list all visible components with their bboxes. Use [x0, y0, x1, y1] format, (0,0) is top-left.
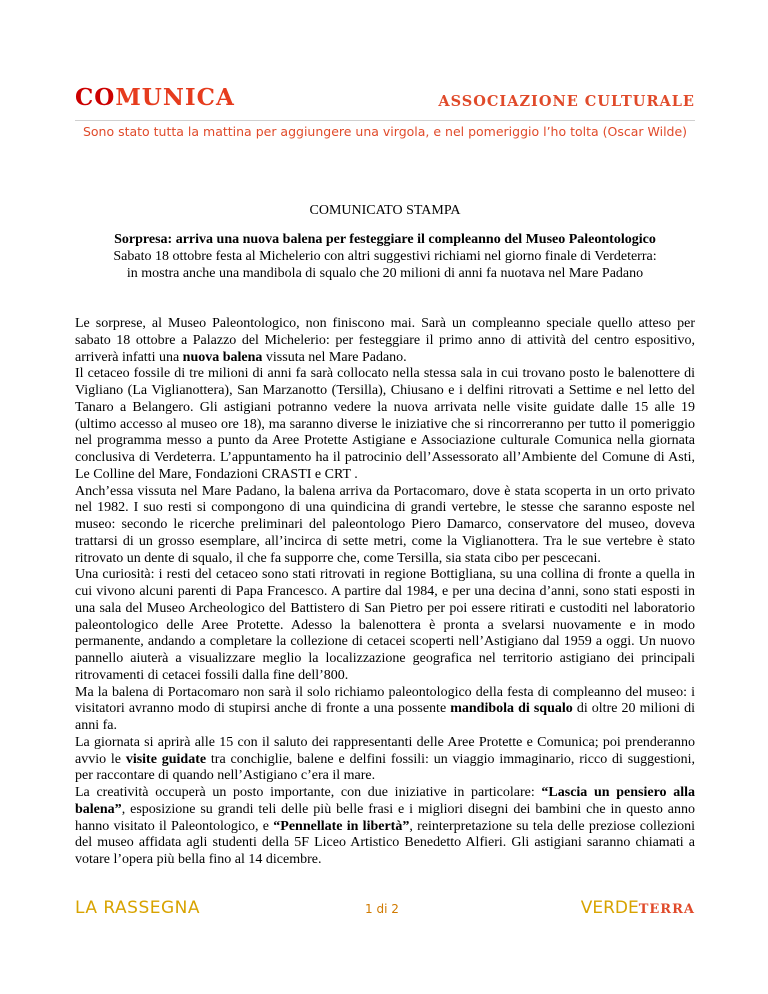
p5-text: Ma la balena di Portacomaro non sarà il solo richiamo paleontologico della festa di compleanno del museo: i visitatori avranno modo di stupirsi anche di fronte a una possente	[75, 684, 695, 717]
p7-text: La creatività occuperà un posto importante, con due iniziative in particolare:	[75, 785, 542, 800]
press-title: Sorpresa: arriva una nuova balena per festeggiare il compleanno del Museo Paleontologico	[114, 232, 656, 247]
p5-bold: mandibola di squalo	[450, 701, 573, 717]
page-number: 1 di 2	[365, 902, 399, 916]
paragraph-3: Anch’essa vissuta nel Mare Padano, la balena arriva da Portacomaro, dove è stata scoperta in un orto privato nel 1982. I suo resti si compongono di una quindicina di grandi vertebre, le stesse che saranno esposte nel museo: secondo le ricerche preliminari del paleontologo Piero Damarco, conservatore del museo, doveva trattarsi di un grosso esemplare, all’incirca di sette metri, come la Viglianottera. Tra le sue vertebre è stato ritrovato un dente di squalo, il che fa supporre che, come Tersilla, sia stata cibo per pescecani.	[75, 483, 695, 566]
p7-text-mid: , esposizione su grandi teli delle più belle frasi e i migliori disegni dei bambini che in questo anno hanno visitato il Paleontologico, e	[75, 801, 695, 834]
header-quote: Sono stato tutta la mattina per aggiungere una virgola, e nel pomeriggio l’ho tolta (Oscar Wilde)	[82, 124, 688, 139]
p1-text-end: vissuta nel Mare Padano.	[262, 349, 407, 365]
paragraph-6	[75, 735, 695, 785]
footer-right-logo	[581, 898, 695, 918]
document-header	[75, 84, 695, 116]
document-footer	[75, 898, 695, 922]
footer-right-part-1: VERDE	[580, 898, 639, 918]
header-divider	[75, 120, 695, 121]
paragraph-5	[75, 685, 695, 735]
paragraph-1	[75, 316, 695, 366]
press-headline	[75, 231, 695, 282]
association-label: ASSOCIAZIONE CULTURALE	[438, 93, 695, 110]
paragraph-7	[75, 785, 695, 869]
p1-text: Le sorprese, al Museo Paleontologico, non finiscono mai. Sarà un compleanno speciale quello atteso per sabato 18 ottobre a Palazzo del Michelerio: per festeggiare il primo anno di attività del centro espositivo, arriverà infatti una	[75, 316, 695, 365]
p7-bold-2: “Pennellate in libertà”	[273, 818, 410, 834]
brand-part-2: MUNICA	[115, 84, 235, 111]
footer-right-part-2: TERRA	[638, 902, 695, 917]
press-release-label: COMUNICATO STAMPA	[309, 203, 461, 218]
press-subtitle-1: Sabato 18 ottobre festa al Michelerio con altri suggestivi richiami nel giorno finale di Verdeterra:	[113, 249, 657, 264]
p6-bold: visite guidate	[125, 751, 207, 767]
p1-bold: nuova balena	[182, 349, 263, 365]
p6-text-end: tra conchiglie, balene e delfini fossili: un viaggio immaginario, ricco di suggestioni, per raccontare di quando nell’Astigiano c’era il mare.	[75, 751, 695, 784]
p5-text-end: di oltre 20 milioni di anni fa.	[75, 701, 695, 733]
paragraph-4: Una curiosità: i resti del cetaceo sono stati ritrovati in regione Bottigliana, su una collina di fronte a quella in cui vivono alcuni parenti di Papa Francesco. A partire dal 1984, e per una decina d’anni, sono stati esposti in una sala del Museo Archeologico del Battistero di San Pietro per poi essere ritirati e custoditi nel laboratorio paleontologico delle Aree Protette. Adesso la balenottera è pronta a svelarsi nuovamente e in modo permanente, andando a completare la collezione di cetacei scoperti nell’Astigiano dal 1959 a oggi. Un nuovo pannello aiuterà a visualizzare meglio la localizzazione geografica nel territorio astigiano dei principali ritrovamenti di cetacei fossili dalla fine dell’800.	[75, 567, 695, 683]
p7-bold-1: “Lascia un pensiero alla balena”	[75, 785, 695, 817]
article-body	[75, 316, 695, 869]
press-subtitle-2: in mostra anche una mandibola di squalo che 20 milioni di anni fa nuotava nel Mare Padano	[126, 266, 644, 281]
brand-logo	[75, 84, 235, 111]
paragraph-2: Il cetaceo fossile di tre milioni di anni fa sarà collocato nella stessa sala in cui trovano posto le balenottere di Vigliano (La Viglianottera), San Marzanotto (Tersilla), Chiusano e i delfini ritrovati a Settime e nel letto del Tanaro a Belangero. Gli astigiani potranno vedere la nuova arrivata nelle visite guidate dalle 15 alle 19 (ultimo accesso al museo ore 18), ma saranno diverse le iniziative che si rincorreranno per tutto il pomeriggio nel programma messo a punto da Aree Protette Astigiane e Associazione culturale Comunica nella giornata conclusiva di Verdeterra. L’appuntamento ha il patrocinio dell’Assessorato all’Ambiente del Comune di Asti, Le Colline del Mare, Fondazioni CRASTI e CRT .	[75, 366, 695, 482]
p6-text: La giornata si aprirà alle 15 con il saluto dei rappresentanti delle Aree Protette e Comunica; poi prenderanno avvio le	[75, 734, 695, 767]
p7-text-end: , reinterpretazione su tela delle preziose collezioni del museo affidata agli studenti della 5F Liceo Artistico Benedetto Alfieri. Gli astigiani saranno chiamati a votare l’opera più bella fino al 14 dicembre.	[75, 818, 695, 867]
brand-part-1: CO	[75, 84, 116, 111]
footer-left-label: LA RASSEGNA	[75, 898, 200, 918]
